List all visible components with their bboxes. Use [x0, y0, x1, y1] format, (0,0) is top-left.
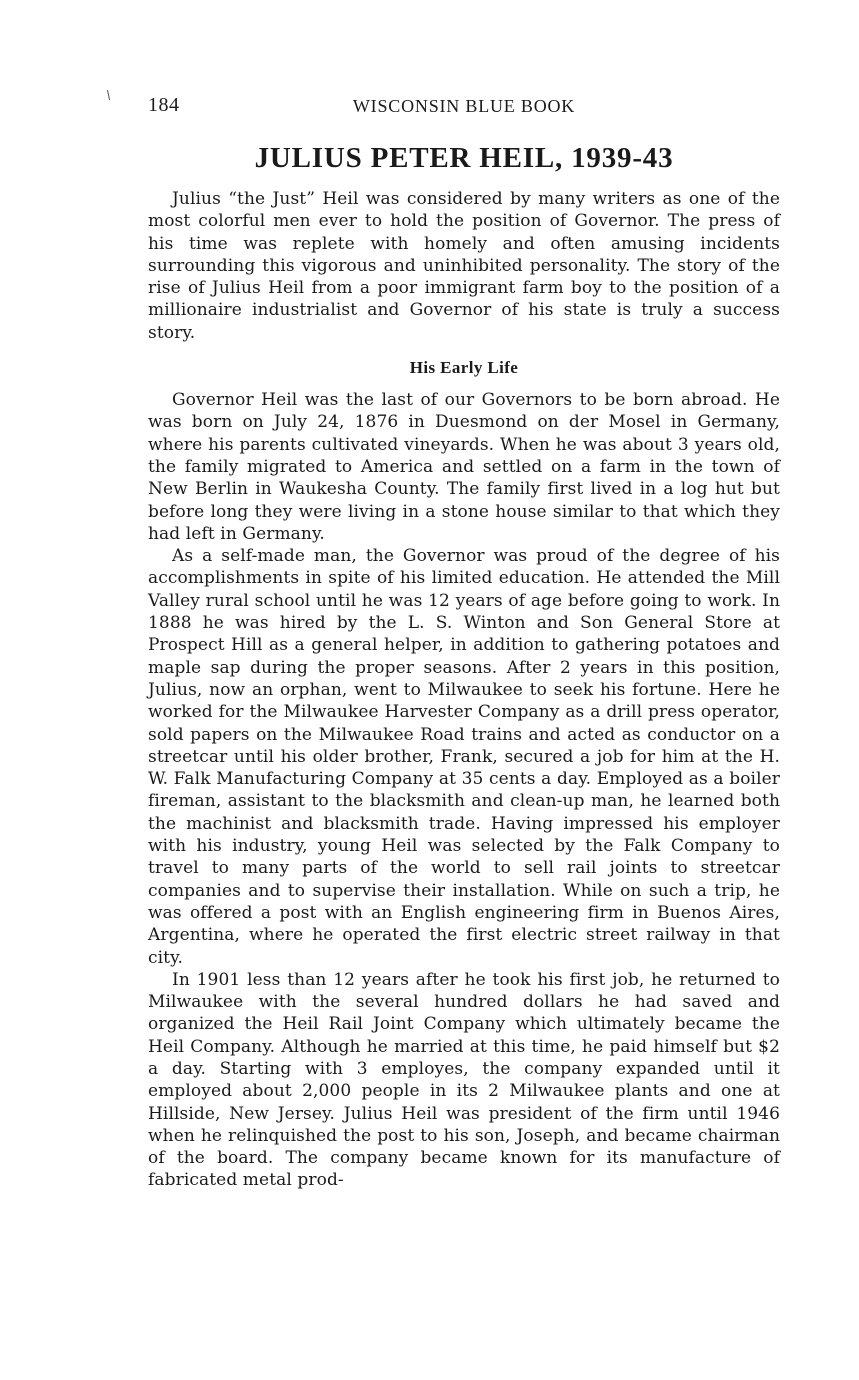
body-paragraph-career: As a self-made man, the Governor was proud of the degree of his accomplishments in spite of his limited education. He attended the Mill Valley rural school until he was 12 years of age before going to work. In 1888 he was hired by the L. S. Winton and Son General Store at Prospect Hill as a general helper, in addition to gathering potatoes and maple sap during the proper seasons. After 2 years in this position, Julius, now an orphan, went to Milwaukee to seek his fortune. Here he worked for the Milwaukee Harvester Company as a drill press operator, sold papers on the Milwaukee Road trains and acted as conductor on a streetcar until his older brother, Frank, secured a job for him at the H. W. Falk Manufacturing Company at 35 cents a day. Employed as a boiler fireman, assistant to the blacksmith and clean-up man, he learned both the machinist and blacksmith trade. Having impressed his employer with his industry, young Heil was selected by the Falk Company to travel to many parts of the world to sell rail joints to streetcar companies and to supervise their installation. While on such a trip, he was offered a post with an English engineering firm in Buenos Aires, Argentina, where he operated the first electric street railway in that city. — [148, 546, 780, 968]
document-page — [148, 92, 780, 1192]
running-header — [148, 92, 780, 122]
book-title: WISCONSIN BLUE BOOK — [352, 96, 576, 116]
page-number: 184 — [148, 94, 180, 116]
body-paragraph-company: In 1901 less than 12 years after he took his first job, he returned to Milwaukee with the several hundred dollars he had saved and organized the Heil Rail Joint Company which ultimately became the Heil Company. Although he married at this time, he paid himself but $2 a day. Starting with 3 employes, the company expanded until it employed about 2,000 people in its 2 Milwaukee plants and one at Hillside, New Jersey. Julius Heil was president of the firm until 1946 when he relinquished the post to his son, Joseph, and became chairman of the board. The company became known for its manufacture of fabricated metal prod- — [148, 969, 780, 1191]
chapter-title: JULIUS PETER HEIL, 1939-43 — [254, 142, 674, 174]
body-paragraph-birth: Governor Heil was the last of our Governors to be born abroad. He was born on July 24, 1876 in Duesmond on der Mosel in Germany, where his parents cultivated vineyards. When he was about 3 years old, the family migrated to America and settled on a farm in the town of New Berlin in Waukesha County. The family first lived in a log hut but before long they were living in a stone house similar to that which they had left in Germany. — [148, 390, 780, 544]
section-heading-early-life: His Early Life — [409, 358, 519, 378]
scan-mark — [107, 90, 110, 100]
intro-paragraph: Julius “the Just” Heil was considered by many writers as one of the most colorful men ever to hold the position of Governor. The press of his time was replete with homely and often amusing incidents surrounding this vigorous and uninhibited personality. The story of the rise of Julius Heil from a poor immigrant farm boy to the position of a millionaire industrialist and Governor of his state is truly a success story. — [148, 189, 780, 343]
